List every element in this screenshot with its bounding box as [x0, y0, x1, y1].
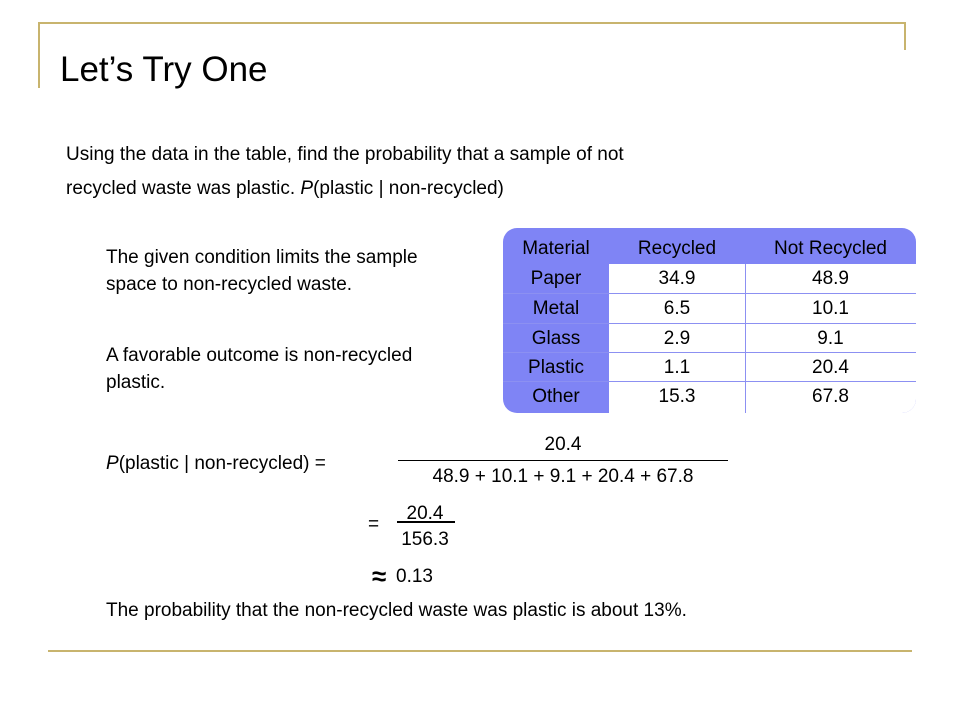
recycled-cell: 2.9: [663, 328, 691, 349]
condition-note: The given condition limits the sample space to non-recycled waste.: [106, 247, 418, 295]
problem-statement: [66, 138, 826, 206]
problem-line-2: recycled waste was plastic. P(plastic | non-recycled): [66, 178, 504, 199]
header-recycled: Recycled: [637, 238, 717, 259]
header-material: Material: [522, 238, 590, 259]
recycled-cell: 34.9: [658, 268, 696, 289]
table-header-row: [503, 228, 916, 264]
table-row: [503, 352, 916, 382]
waste-data-table: [503, 228, 916, 413]
table-row: [503, 381, 916, 411]
favorable-outcome-note: A favorable outcome is non-recycled plastic.: [106, 345, 413, 393]
conditional-probability-label: P(plastic | non-recycled) =: [106, 453, 326, 474]
not-recycled-cell: 67.8: [812, 386, 849, 407]
material-cell: Other: [532, 386, 580, 407]
slide-title: Let’s Try One: [60, 50, 268, 89]
material-cell: Glass: [531, 328, 581, 349]
step1-fraction-bar: [398, 460, 728, 461]
approx-symbol: ≈: [372, 561, 387, 591]
top-right-rule: [904, 22, 906, 50]
material-cell: Metal: [532, 298, 580, 319]
table-row: [503, 264, 916, 293]
recycled-cell: 15.3: [658, 386, 696, 407]
not-recycled-cell: 9.1: [817, 328, 844, 349]
approx-value: 0.13: [396, 566, 433, 587]
left-rule: [38, 22, 40, 88]
step1-denominator: 48.9 + 10.1 + 9.1 + 20.4 + 67.8: [432, 466, 694, 487]
material-cell: Paper: [530, 268, 582, 289]
material-cell: Plastic: [528, 357, 584, 378]
recycled-cell: 1.1: [663, 357, 691, 378]
top-rule: [38, 22, 904, 24]
table-row: [503, 293, 916, 323]
not-recycled-cell: 20.4: [812, 357, 849, 378]
not-recycled-cell: 48.9: [812, 268, 849, 289]
table-row: [503, 323, 916, 353]
step1-numerator: 20.4: [544, 434, 582, 455]
step2-denominator: 156.3: [401, 529, 449, 550]
header-not-recycled: Not Recycled: [774, 238, 887, 259]
step2-equals: =: [368, 514, 380, 535]
step2-fraction-bar: [397, 521, 455, 523]
not-recycled-cell: 10.1: [812, 298, 849, 319]
bottom-rule: [48, 650, 912, 652]
step2-numerator: 20.4: [406, 503, 444, 524]
problem-line-1: Using the data in the table, find the probability that a sample of not: [66, 144, 624, 165]
recycled-cell: 6.5: [663, 298, 691, 319]
conclusion-text: The probability that the non-recycled waste was plastic is about 13%.: [106, 600, 687, 621]
